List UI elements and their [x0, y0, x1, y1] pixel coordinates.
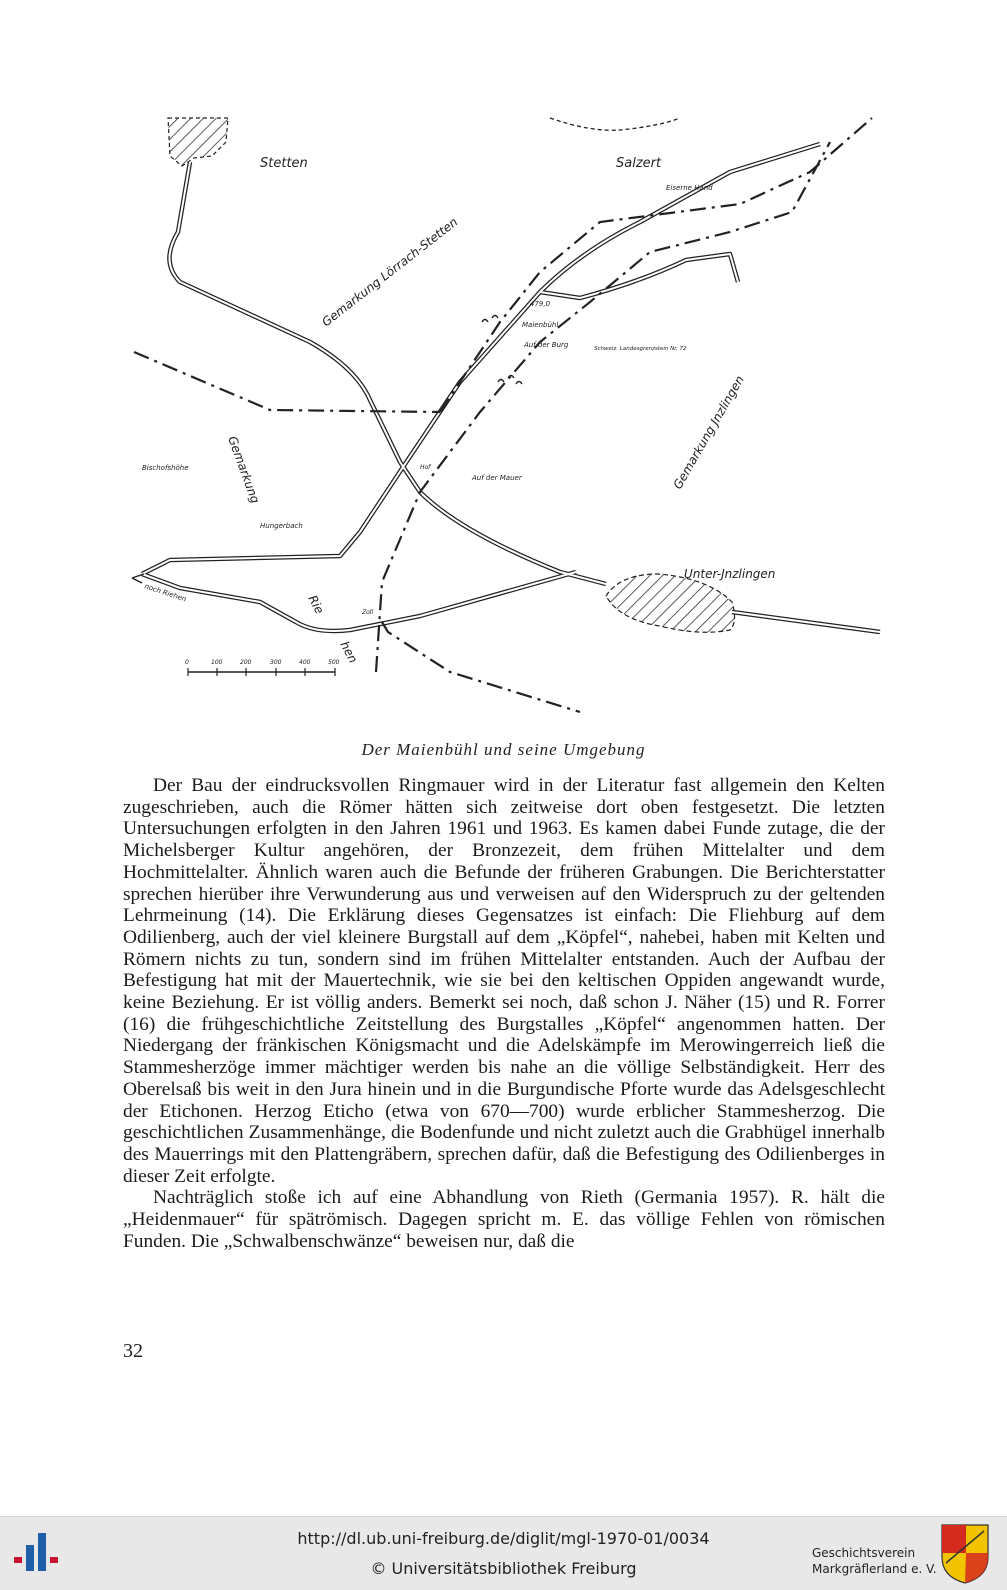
- map-drawing: [120, 112, 890, 722]
- inzlingen-settlement-area: [606, 574, 735, 632]
- page-number: 32: [123, 1340, 143, 1362]
- scale-tick-400: 400: [299, 659, 311, 666]
- label-auf-der-burg: Auf der Burg: [524, 341, 569, 349]
- road-stetten-hof: [169, 162, 606, 584]
- footer-url-link[interactable]: http://dl.ub.uni-freiburg.de/diglit/mgl-1970-01/0034: [297, 1529, 710, 1548]
- label-noch-riehen: noch Riehen: [143, 582, 188, 604]
- label-hungerbach: Hungerbach: [260, 522, 303, 530]
- paragraph: Der Bau der eindrucksvollen Ringmauer wird in der Literatur fast allgemein den Kelten zugeschrieben, auch die Römer hätten sich zeitweise dort oben festgesetzt. Die letzten Untersuchungen erfolgten in den Jahren 1961 und 1963. Es kamen dabei Funde zutage, die der Michelsberger Kultur angehören, der Bronzezeit, dem frühen Mittelalter und dem Hochmittelalter. Ähnlich waren auch die Befunde der früheren Grabungen. Die Berichterstatter sprechen hierüber ihre Verwunderung aus und verweisen auf den Widerspruch zu der geltenden Lehrmeinung (14). Die Erklärung dieses Gegensatzes ist einfach: Die Fliehburg auf dem Odilienberg, auch der viel kleinere Burgstall auf dem „Köpfel“, nahebei, haben mit Kelten und Römern nichts zu tun, sondern sind im frühen Mittelalter entstanden. Auch der Aufbau der Befestigung hat mit der Mauertechnik, wie sie bei den keltischen Oppiden angewandt wurde, keine Beziehung. Er ist völlig anders. Bemerkt sei noch, daß schon J. Näher (15) und R. Forrer (16) die frühgeschichtliche Zeitstellung des Burgstalles „Köpfel“ angenommen hatten. Der Niedergang der fränkischen Königsmacht und die Adelskämpfe im Merowingerreich ließ die Stammesherzöge immer mächtiger werden bis nahe an die völlige Selbständigkeit. Herr des Oberelsaß bis weit in den Jura hinein und in die Burgundische Pforte wurde das Adelsgeschlecht der Etichonen. Herzog Eticho (etwa von 670—700) wurde erblicher Stammesherzog. Die geschichtlichen Zusammenhänge, die Bodenfunde und nicht zuletzt auch die Grabhügel innerhalb des Mauerrings mit den Plattengräbern, sprechen dafür, daß die Befestigung des Odilienberges in dieser Zeit erfolgte.: [123, 775, 885, 1187]
- scale-bar: [185, 659, 340, 676]
- boundary-line-west: [134, 352, 440, 412]
- label-hen: hen: [337, 638, 361, 666]
- boundary-line-south: [382, 622, 580, 712]
- coat-of-arms-icon: [940, 1523, 990, 1585]
- label-bischofshoehe: Bischofshöhe: [142, 464, 189, 472]
- road-riehen-zoll: [142, 572, 576, 631]
- map-figure: [120, 112, 890, 722]
- stetten-settlement-area: [168, 118, 228, 166]
- label-rie: Rie: [305, 592, 327, 617]
- footer-organization: [812, 1545, 937, 1577]
- label-zoll: Zoll: [362, 609, 374, 616]
- salzert-settlement-area: [550, 118, 680, 130]
- label-eiserne-hand: Eiserne Hand: [666, 184, 713, 192]
- label-maienbuehl: Maienbühl: [522, 321, 559, 329]
- footer-bar: [0, 1516, 1007, 1590]
- body-text: [123, 775, 885, 1252]
- label-salzert: Salzert: [616, 156, 662, 171]
- scale-tick-100: 100: [211, 659, 223, 666]
- label-auf-der-mauer: Auf der Mauer: [472, 474, 522, 482]
- scale-tick-200: 200: [240, 659, 252, 666]
- label-gemarkung-loerrach: Gemarkung Lörrach-Stetten: [319, 214, 461, 330]
- label-hof: Hof: [420, 464, 431, 471]
- scale-tick-300: 300: [270, 659, 282, 666]
- scale-tick-0: 0: [185, 659, 189, 666]
- label-hoehe: 479,0: [530, 300, 551, 308]
- label-gemarkung-inzlingen: Gemarkung Jnzlingen: [670, 373, 747, 492]
- footer-org-line2: Markgräflerland e. V.: [812, 1562, 937, 1576]
- label-unter-inzlingen: Unter-Jnzlingen: [684, 567, 776, 581]
- figure-caption: Der Maienbühl und seine Umgebung: [361, 740, 646, 759]
- label-stetten: Stetten: [260, 156, 308, 171]
- scale-tick-500: 500: [328, 659, 340, 666]
- paragraph: Nachträglich stoße ich auf eine Abhandlung von Rieth (Germania 1957). R. hält die „Heidenmauer“ für spätrömisch. Dagegen spricht m. E. das völlige Fehlen von römischen Funden. Die „Schwalbenschwänze“ beweisen nur, daß die: [123, 1187, 885, 1252]
- label-gemarkung: Gemarkung: [225, 434, 263, 506]
- footer-org-line1: Geschichtsverein: [812, 1546, 916, 1560]
- label-grenzstein: Schweiz. Landesgrenzstein Nr. 72: [594, 346, 687, 352]
- footer-copyright: © Universitätsbibliothek Freiburg: [370, 1559, 637, 1578]
